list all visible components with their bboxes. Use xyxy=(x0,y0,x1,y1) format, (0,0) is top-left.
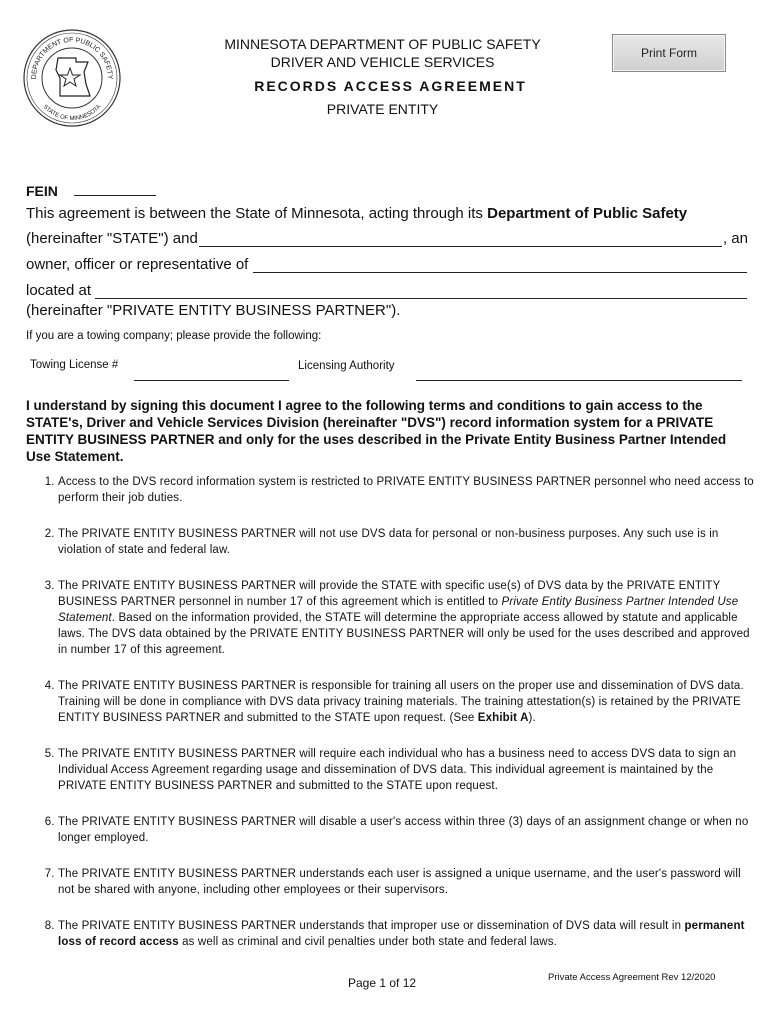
term-7: 7. The PRIVATE ENTITY BUSINESS PARTNER understands each user is assigned a unique username, and the user's password will not be shared with anyone, including other employees or their supervisors. xyxy=(58,866,758,898)
document-title: RECORDS ACCESS AGREEMENT xyxy=(254,78,527,94)
term-8: 8. The PRIVATE ENTITY BUSINESS PARTNER understands that improper use or dissemination of DVS data will result in permanent loss of record access as well as criminal and civil penalties under both state and federal laws. xyxy=(58,918,758,950)
an-label: , an xyxy=(722,230,748,247)
terms-list xyxy=(30,474,758,970)
division-name: DRIVER AND VEHICLE SERVICES xyxy=(270,54,495,70)
licensing-authority-field[interactable] xyxy=(416,366,742,381)
term-2: 2. The PRIVATE ENTITY BUSINESS PARTNER will not use DVS data for personal or non-business purposes. Any such use is in violation of state and federal law. xyxy=(58,526,758,558)
owner-field[interactable] xyxy=(253,258,747,273)
svg-text:STATE OF MINNESOTA: STATE OF MINNESOTA xyxy=(41,103,103,123)
term-1: 1. Access to the DVS record information system is restricted to PRIVATE ENTITY BUSINESS PARTNER personnel who need access to perform their job duties. xyxy=(58,474,758,506)
svg-text:DEPARTMENT OF PUBLIC SAFETY: DEPARTMENT OF PUBLIC SAFETY xyxy=(30,36,114,80)
document-subtitle: PRIVATE ENTITY xyxy=(326,101,439,117)
intro-paragraph: I understand by signing this document I agree to the following terms and conditions to gain access to the STATE's, Driver and Vehicle Services Division (hereinafter "DVS") record information system for a PRIVATE ENTITY BUSINESS PARTNER and only for the uses described in the Private Entity Business Partner Intended Use Statement. xyxy=(26,398,727,464)
fein-field[interactable] xyxy=(74,183,156,196)
term-4: 4. The PRIVATE ENTITY BUSINESS PARTNER is responsible for training all users on the proper use and dissemination of DVS data. Training will be done in compliance with DVS data privacy training materials. The training attestation(s) is retained by the PRIVATE ENTITY BUSINESS PARTNER and submitted to the STATE upon request. (See Exhibit A). xyxy=(58,678,758,726)
licensing-authority-label: Licensing Authority xyxy=(298,360,395,372)
fein-label: FEIN xyxy=(26,183,58,199)
towing-license-field[interactable] xyxy=(134,366,289,381)
location-field[interactable] xyxy=(95,284,747,299)
term-5: 5. The PRIVATE ENTITY BUSINESS PARTNER will require each individual who has a business need to access DVS data to sign an Individual Access Agreement regarding usage and dissemination of DVS data. This individual agreement is maintained by the PRIVATE ENTITY BUSINESS PARTNER and submitted to the STATE upon request. xyxy=(58,746,758,794)
owner-label: owner, officer or representative of xyxy=(26,256,249,273)
state-party-field[interactable] xyxy=(199,232,722,247)
partner-label: (hereinafter "PRIVATE ENTITY BUSINESS PARTNER"). xyxy=(26,302,401,319)
page-number: Page 1 of 12 xyxy=(348,976,417,990)
agreement-statement: This agreement is between the State of Minnesota, acting through its Department of Public Safety xyxy=(26,205,688,222)
towing-license-label: Towing License # xyxy=(30,359,119,371)
state-seal xyxy=(22,28,122,128)
hereinafter-state-label: (hereinafter "STATE") and xyxy=(26,230,198,247)
located-label: located at xyxy=(26,282,92,299)
term-3: 3. The PRIVATE ENTITY BUSINESS PARTNER will provide the STATE with specific use(s) of DVS data by the PRIVATE ENTITY BUSINESS PARTNER personnel in number 17 of this agreement which is entitled to Private Entity Business Partner Intended Use Statement. Based on the information provided, the STATE will determine the appropriate access allowed by statute and applicable laws. The DVS data obtained by the PRIVATE ENTITY BUSINESS PARTNER will only be used for the uses described and approved in number 17 of this agreement. xyxy=(58,578,758,658)
agency-name: MINNESOTA DEPARTMENT OF PUBLIC SAFETY xyxy=(224,36,541,52)
print-form-button[interactable]: Print Form xyxy=(612,34,726,72)
revision-note: Private Access Agreement Rev 12/2020 xyxy=(548,972,716,983)
towing-note: If you are a towing company; please provide the following: xyxy=(26,330,322,342)
term-6: 6. The PRIVATE ENTITY BUSINESS PARTNER will disable a user's access within three (3) days of an assignment change or when no longer employed. xyxy=(58,814,758,846)
